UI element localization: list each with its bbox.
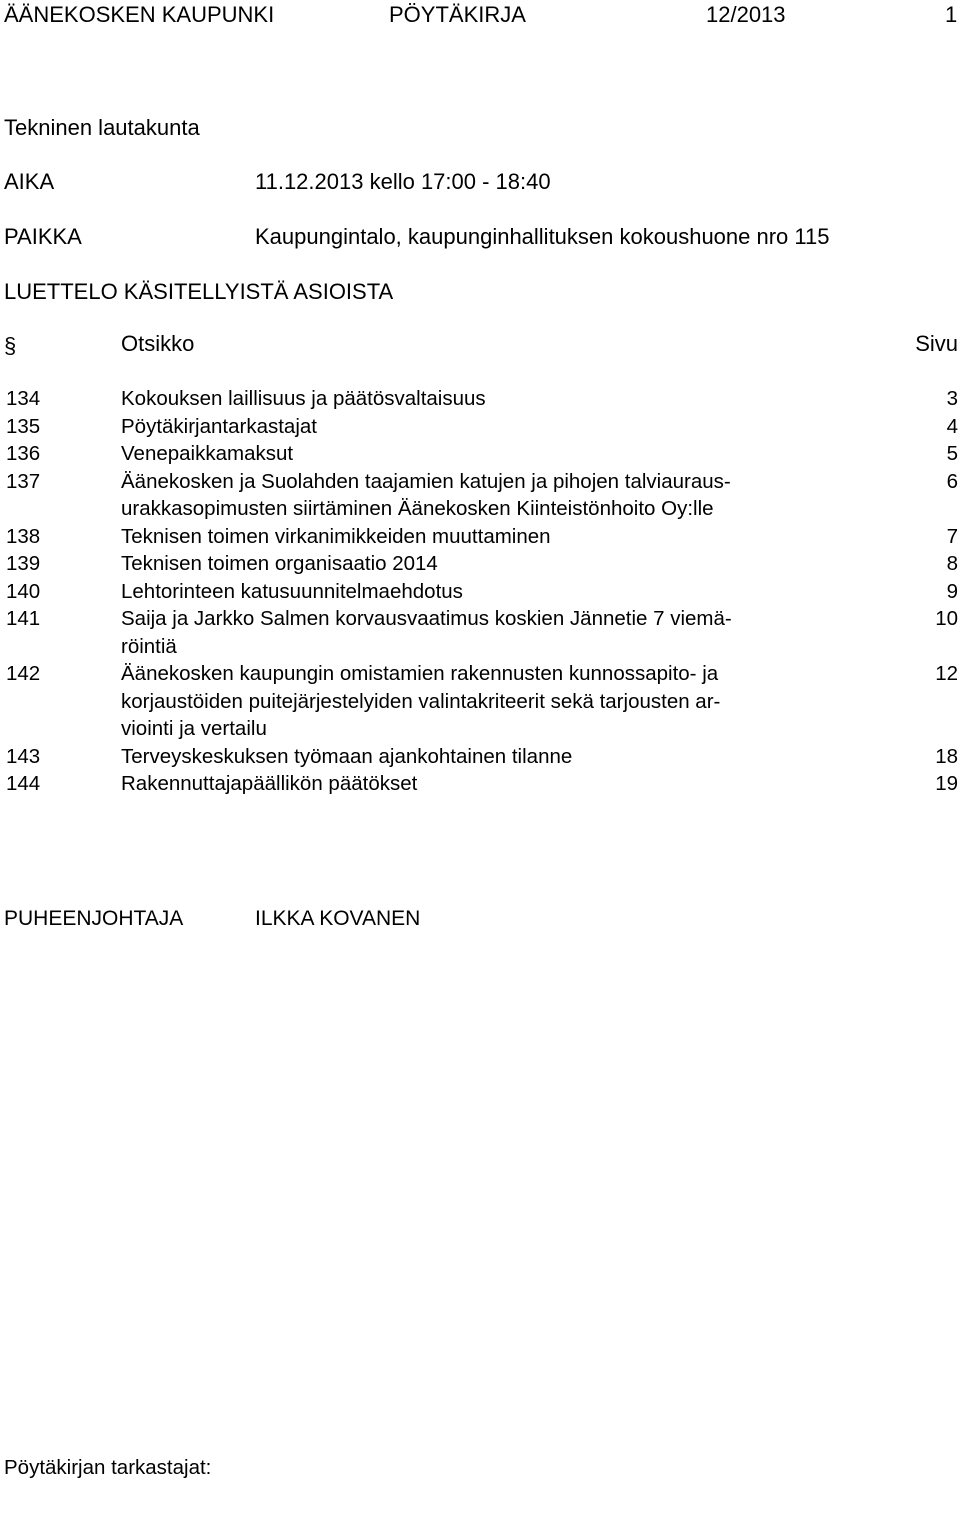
item-number: 141: [6, 607, 41, 630]
item-title-line: Teknisen toimen virkanimikkeiden muuttaminen: [121, 524, 551, 548]
item-number: 137: [6, 469, 41, 493]
item-title: [121, 770, 871, 798]
chair-name: ILKKA KOVANEN: [255, 907, 421, 930]
item-number: 138: [6, 524, 41, 548]
item-title: [121, 413, 871, 441]
agenda-item: [0, 523, 960, 551]
item-title-line: röintiä: [121, 634, 177, 658]
page-number: 1: [945, 2, 958, 27]
item-page: 3: [946, 387, 958, 410]
document-number: 12/2013: [706, 2, 786, 27]
item-title-line: urakkasopimusten siirtäminen Äänekosken Kiinteistönhoito Oy:lle: [121, 497, 714, 520]
column-page-header: Sivu: [915, 331, 958, 356]
item-number: 139: [6, 552, 41, 575]
item-page: 4: [946, 414, 958, 438]
time-value: 11.12.2013 kello 17:00 - 18:40: [255, 169, 551, 194]
agenda-item: [0, 660, 960, 743]
item-page: 9: [946, 579, 958, 603]
agenda-item: [0, 743, 960, 771]
agenda-item: [0, 550, 960, 578]
item-number: 135: [6, 414, 41, 438]
item-title-line: viointi ja vertailu: [121, 717, 267, 740]
item-title-line: Äänekosken kaupungin omistamien rakennusten kunnossapito- ja: [121, 662, 719, 685]
item-page: 10: [935, 607, 958, 630]
place-label: PAIKKA: [4, 224, 82, 249]
item-page: 5: [946, 442, 958, 465]
item-number: 142: [6, 662, 41, 685]
item-page: 7: [946, 524, 958, 548]
item-title-line: Teknisen toimen organisaatio 2014: [121, 552, 438, 575]
committee-name: Tekninen lautakunta: [4, 115, 200, 140]
item-number: 136: [6, 442, 41, 465]
item-title: [121, 523, 871, 551]
agenda-item: [0, 440, 960, 468]
item-title: [121, 550, 871, 578]
item-title-line: Äänekosken ja Suolahden taajamien katujen ja pihojen talviauraus-: [121, 469, 731, 493]
item-title-line: Terveyskeskuksen työmaan ajankohtainen tilanne: [121, 744, 573, 768]
item-number: 144: [6, 772, 41, 795]
item-title: [121, 385, 871, 413]
item-title: [121, 440, 871, 468]
item-title-line: Venepaikkamaksut: [121, 442, 294, 465]
item-title: [121, 743, 871, 771]
agenda-item: [0, 770, 960, 798]
item-title-line: Kokouksen laillisuus ja päätösvaltaisuus: [121, 387, 486, 410]
section-sign-icon: §: [4, 333, 17, 358]
item-title-line: Saija ja Jarkko Salmen korvausvaatimus koskien Jännetie 7 viemä-: [121, 607, 732, 630]
item-page: 8: [946, 552, 958, 575]
item-title: [121, 605, 871, 660]
agenda-items-list: [0, 385, 960, 798]
item-number: 143: [6, 744, 41, 768]
item-title: [121, 468, 871, 523]
agenda-item: [0, 385, 960, 413]
item-title-line: Pöytäkirjantarkastajat: [121, 414, 317, 438]
agenda-item: [0, 605, 960, 660]
chair-label: PUHEENJOHTAJA: [4, 907, 184, 930]
item-page: 12: [935, 662, 958, 685]
column-title-header: Otsikko: [121, 331, 195, 356]
item-title-line: korjaustöiden puitejärjestelyiden valintakriteerit sekä tarjousten ar-: [121, 689, 721, 713]
organization-name: ÄÄNEKOSKEN KAUPUNKI: [4, 2, 275, 27]
item-page: 18: [935, 744, 958, 768]
item-title: [121, 660, 871, 743]
time-label: AIKA: [4, 169, 55, 194]
list-heading: LUETTELO KÄSITELLYISTÄ ASIOISTA: [4, 279, 394, 304]
item-number: 134: [6, 387, 41, 410]
document-type: PÖYTÄKIRJA: [389, 2, 526, 27]
agenda-item: [0, 578, 960, 606]
item-title-line: Rakennuttajapäällikön päätökset: [121, 772, 418, 795]
agenda-item: [0, 413, 960, 441]
item-number: 140: [6, 579, 41, 603]
place-value: Kaupungintalo, kaupunginhallituksen kokoushuone nro 115: [255, 224, 830, 249]
agenda-item: [0, 468, 960, 523]
item-page: 19: [935, 772, 958, 795]
item-page: 6: [946, 469, 958, 493]
item-title-line: Lehtorinteen katusuunnitelmaehdotus: [121, 579, 463, 603]
inspectors-label: Pöytäkirjan tarkastajat:: [4, 1456, 212, 1479]
item-title: [121, 578, 871, 606]
